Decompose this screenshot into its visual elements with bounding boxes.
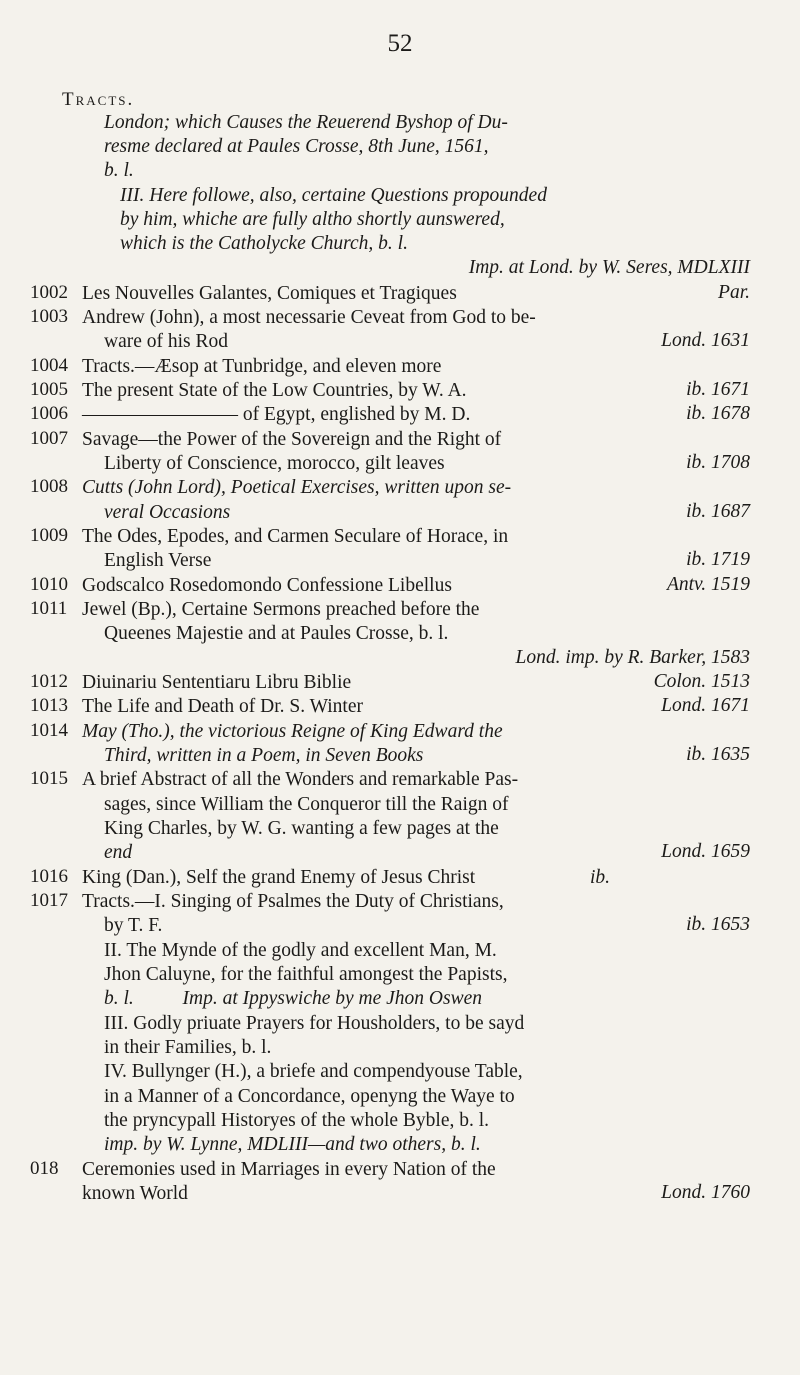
imprint: ib. 1687	[686, 501, 750, 522]
entry-title: Cutts (John Lord), Poetical Exercises, written upon se-	[82, 477, 512, 498]
lot-number: 1008	[30, 476, 68, 497]
imprint: Lond. 1671	[661, 695, 750, 716]
entry-title-cont: by T. F.	[104, 915, 163, 936]
imprint: Imp. at Lond. by W. Seres, MDLXIII	[468, 257, 750, 278]
lot-number: 1002	[30, 282, 68, 303]
lot-number: 1007	[30, 428, 68, 449]
entry-title-cont: King Charles, by W. G. wanting a few pages at the	[104, 818, 499, 839]
sub-tract-line: in their Families, b. l.	[104, 1037, 272, 1058]
imprint: Lond. 1631	[661, 330, 750, 351]
entry-title: Jewel (Bp.), Certaine Sermons preached before the	[82, 599, 480, 620]
imprint: Colon. 1513	[653, 671, 750, 692]
imprint: ib. 1635	[686, 744, 750, 765]
lot-number: 1003	[30, 306, 68, 327]
lot-number: 1005	[30, 379, 68, 400]
lot-number: 1017	[30, 890, 68, 911]
lot-number: 1010	[30, 574, 68, 595]
continuation-line: by him, whiche are fully altho shortly aunswered,	[120, 209, 505, 230]
entry-title: The present State of the Low Countries, by W. A.	[82, 380, 467, 401]
lot-number: 1004	[30, 355, 68, 376]
sub-tract-line: in a Manner of a Concordance, openyng the Waye to	[104, 1086, 515, 1107]
continuation-line: b. l.	[104, 160, 134, 181]
lot-number: 1011	[30, 598, 68, 619]
entry-title: ———————— of Egypt, englished by M. D.	[82, 404, 471, 425]
imprint: Par.	[718, 282, 750, 303]
entry-title: Tracts.—I. Singing of Psalmes the Duty of Christians,	[82, 891, 504, 912]
imprint: Lond. 1760	[661, 1182, 750, 1203]
lot-number: 1016	[30, 866, 68, 887]
entry-title-cont: Liberty of Conscience, morocco, gilt leaves	[104, 453, 445, 474]
entry-title-cont: Queenes Majestie and at Paules Crosse, b. l.	[104, 623, 449, 644]
lot-number: 1006	[30, 403, 68, 424]
sub-tract-line: the pryncypall Historyes of the whole Byble, b. l.	[104, 1110, 490, 1131]
sub-tract-line: imp. by W. Lynne, MDLIII—and two others, b. l.	[104, 1134, 481, 1155]
lot-number: 1012	[30, 671, 68, 692]
entry-title: May (Tho.), the victorious Reigne of King Edward the	[82, 721, 503, 742]
sub-tract-line: IV. Bullynger (H.), a briefe and compendyouse Table,	[104, 1061, 523, 1082]
continuation-line: which is the Catholycke Church, b. l.	[120, 233, 408, 254]
imprint: ib. 1678	[686, 403, 750, 424]
imprint: ib.	[590, 867, 611, 888]
imprint: Lond. 1659	[661, 841, 750, 862]
entry-title: Tracts.—Æsop at Tunbridge, and eleven more	[82, 356, 442, 377]
entry-title: Godscalco Rosedomondo Confessione Libellus	[82, 575, 452, 596]
imprint: ib. 1671	[686, 379, 750, 400]
sub-tract-line: III. Godly priuate Prayers for Housholders, to be sayd	[104, 1013, 525, 1034]
section-heading: Tracts.	[62, 89, 135, 110]
imprint: ib. 1708	[686, 452, 750, 473]
entry-title: Ceremonies used in Marriages in every Nation of the	[82, 1159, 496, 1180]
entry-title-cont: sages, since William the Conqueror till the Raign of	[104, 794, 509, 815]
continuation-line: III. Here followe, also, certaine Questions propounded	[120, 185, 547, 206]
lot-number: 1014	[30, 720, 68, 741]
sub-tract-line: b. l. Imp. at Ippyswiche by me Jhon Oswen	[104, 988, 483, 1009]
page-number: 52	[387, 30, 413, 57]
imprint: Lond. imp. by R. Barker, 1583	[515, 647, 750, 668]
sub-tract-line: Jhon Caluyne, for the faithful amongest the Papists,	[104, 964, 508, 985]
entry-title: Diuinariu Sententiaru Libru Biblie	[82, 672, 352, 693]
imprint: Antv. 1519	[666, 574, 750, 595]
sub-tract-line: II. The Mynde of the godly and excellent Man, M.	[104, 940, 497, 961]
entry-title: The Odes, Epodes, and Carmen Seculare of Horace, in	[82, 526, 509, 547]
imprint: ib. 1719	[686, 549, 750, 570]
entry-title-cont: veral Occasions	[104, 502, 231, 523]
entry-title: A brief Abstract of all the Wonders and remarkable Pas-	[82, 769, 519, 790]
entry-title: The Life and Death of Dr. S. Winter	[82, 696, 363, 717]
continuation-line: London; which Causes the Reuerend Byshop of Du-	[104, 112, 508, 133]
entry-title-cont: English Verse	[104, 550, 212, 571]
entry-title-cont: end	[104, 842, 133, 863]
entry-title: Savage—the Power of the Sovereign and the Right of	[82, 429, 502, 450]
lot-number: 1009	[30, 525, 68, 546]
lot-number: 1015	[30, 768, 68, 789]
entry-title: Andrew (John), a most necessarie Ceveat from God to be-	[82, 307, 536, 328]
imprint: ib. 1653	[686, 914, 750, 935]
entry-title: King (Dan.), Self the grand Enemy of Jesus Christ	[82, 867, 476, 888]
entry-title: Les Nouvelles Galantes, Comiques et Tragiques	[82, 283, 457, 304]
lot-number: 1013	[30, 695, 68, 716]
entry-title-cont: known World	[82, 1183, 188, 1204]
continuation-line: resme declared at Paules Crosse, 8th June, 1561,	[104, 136, 489, 157]
lot-number: 018	[30, 1158, 59, 1179]
entry-title-cont: Third, written in a Poem, in Seven Books	[104, 745, 424, 766]
entry-title-cont: ware of his Rod	[104, 331, 229, 352]
